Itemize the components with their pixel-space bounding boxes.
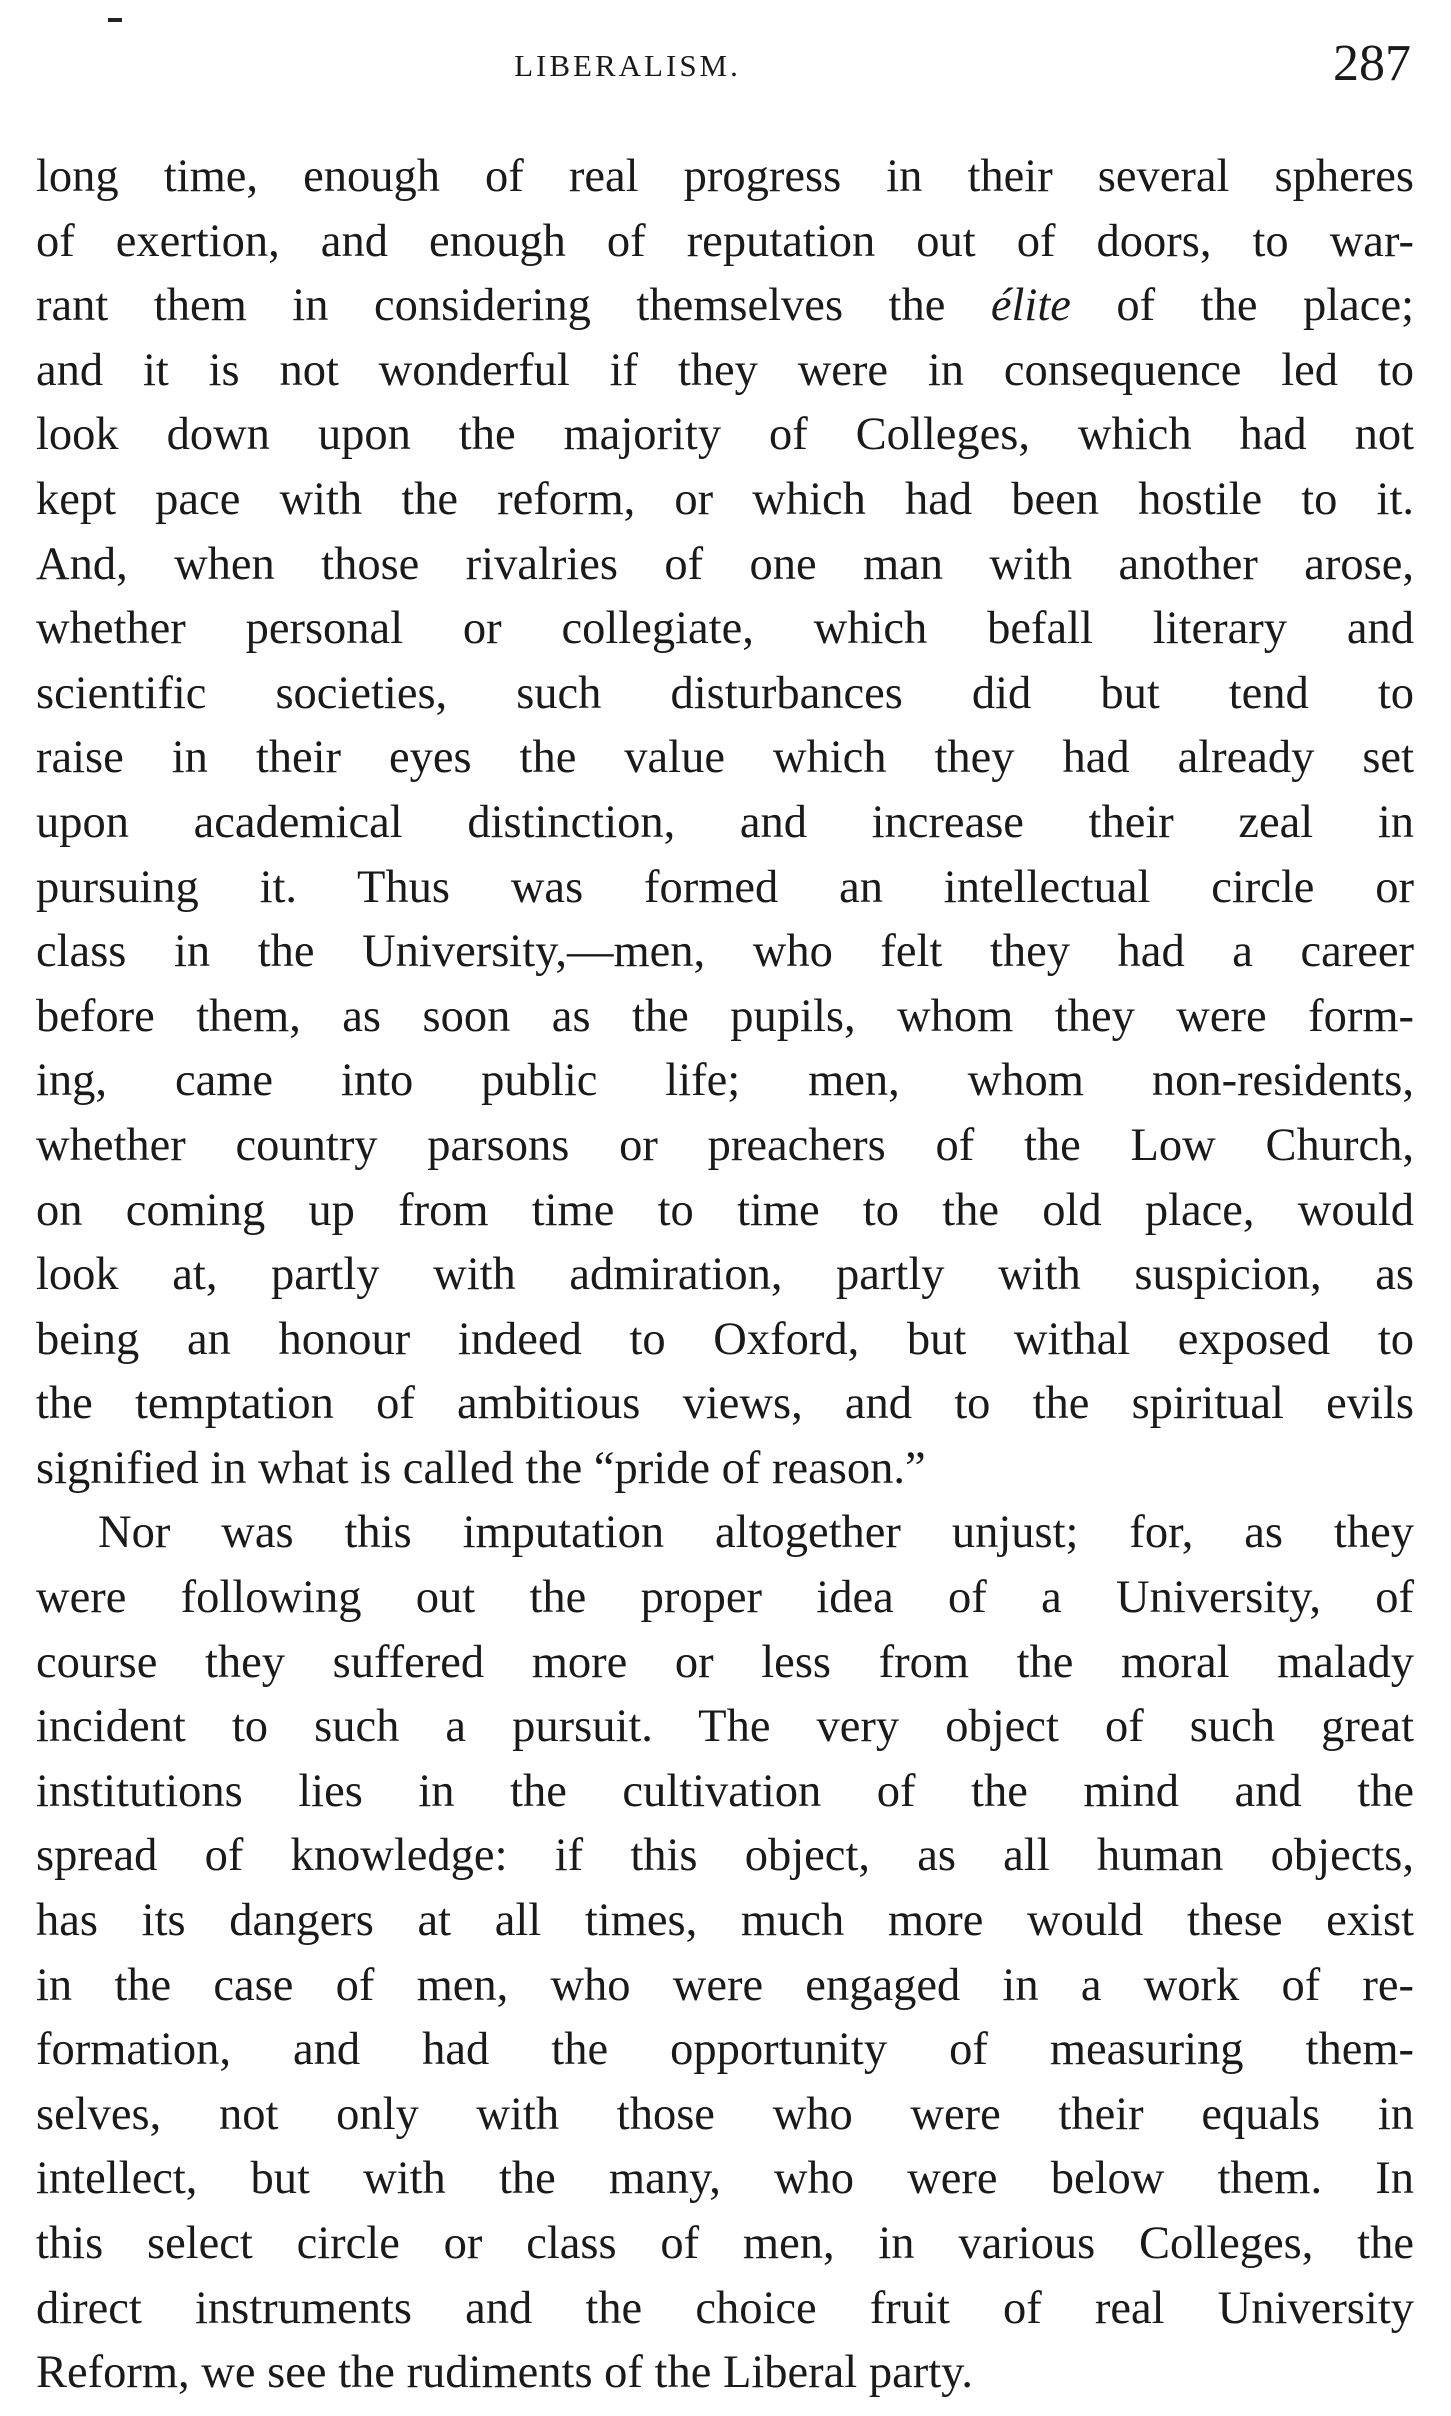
- text-line-end: of the place;: [1070, 280, 1414, 332]
- text-line: signified in what is called the “pride of reason.”: [36, 1442, 926, 1494]
- text-line: has its dangers at all times, much more would these exist: [36, 1895, 1414, 1947]
- text-line: look at, partly with admiration, partly with suspicion, as: [36, 1249, 1414, 1301]
- paragraph-2: [36, 1501, 1414, 2405]
- text-line: in the case of men, who were engaged in a work of re-: [36, 1959, 1414, 2011]
- text-line: incident to such a pursuit. The very object of such great: [36, 1701, 1414, 1753]
- text-line: kept pace with the reform, or which had been hostile to it.: [36, 473, 1414, 525]
- text-line: of exertion, and enough of reputation out of doors, to war-: [36, 215, 1414, 267]
- text-line: And, when those rivalries of one man with another arose,: [36, 538, 1414, 590]
- text-line: selves, not only with those who were their equals in: [36, 2088, 1414, 2140]
- text-line: raise in their eyes the value which they had already set: [36, 732, 1414, 784]
- italic-word: élite: [990, 280, 1071, 332]
- text-line: being an honour indeed to Oxford, but withal exposed to: [36, 1313, 1414, 1365]
- text-line: on coming up from time to time to the old place, would: [36, 1184, 1414, 1236]
- text-line: the temptation of ambitious views, and to the spiritual evils: [36, 1378, 1414, 1430]
- text-line: intellect, but with the many, who were below them. In: [36, 2153, 1414, 2205]
- text-line: upon academical distinction, and increase their zeal in: [36, 796, 1414, 848]
- text-line: institutions lies in the cultivation of the mind and the: [36, 1765, 1414, 1817]
- text-line: Nor was this imputation altogether unjust; for, as they: [98, 1507, 1414, 1559]
- text-line: whether personal or collegiate, which befall literary and: [36, 603, 1414, 655]
- text-line: [36, 274, 1414, 339]
- text-line: and it is not wonderful if they were in consequence led to: [36, 344, 1414, 396]
- running-header: [0, 35, 1451, 98]
- body-text: [36, 145, 1414, 2406]
- text-line: formation, and had the opportunity of measuring them-: [36, 2024, 1414, 2076]
- text-line: scientific societies, such disturbances did but tend to: [36, 667, 1414, 719]
- text-line: course they suffered more or less from the moral malady: [36, 1636, 1414, 1688]
- print-mark: [108, 18, 122, 22]
- text-line: ing, came into public life; men, whom non-residents,: [36, 1055, 1414, 1107]
- text-line: pursuing it. Thus was formed an intellectual circle or: [36, 861, 1414, 913]
- text-line: were following out the proper idea of a University, of: [36, 1572, 1414, 1624]
- page-number: 287: [1333, 35, 1411, 92]
- text-line: direct instruments and the choice fruit of real University: [36, 2282, 1414, 2334]
- text-line: spread of knowledge: if this object, as all human objects,: [36, 1830, 1414, 1882]
- running-title: LIBERALISM.: [514, 48, 741, 83]
- text-line: before them, as soon as the pupils, whom they were form-: [36, 990, 1414, 1042]
- text-line: this select circle or class of men, in various Colleges, the: [36, 2218, 1414, 2269]
- text-line: whether country parsons or preachers of the Low Church,: [36, 1119, 1414, 1171]
- paragraph-1: [36, 145, 1414, 1501]
- text-line: Reform, we see the rudiments of the Liberal party.: [36, 2347, 973, 2399]
- text-line: look down upon the majority of Colleges, which had not: [36, 409, 1414, 461]
- text-line: long time, enough of real progress in their several spheres: [36, 151, 1414, 202]
- text-line-start: rant them in considering themselves the: [36, 280, 991, 332]
- text-line: class in the University,—men, who felt they had a career: [36, 926, 1414, 978]
